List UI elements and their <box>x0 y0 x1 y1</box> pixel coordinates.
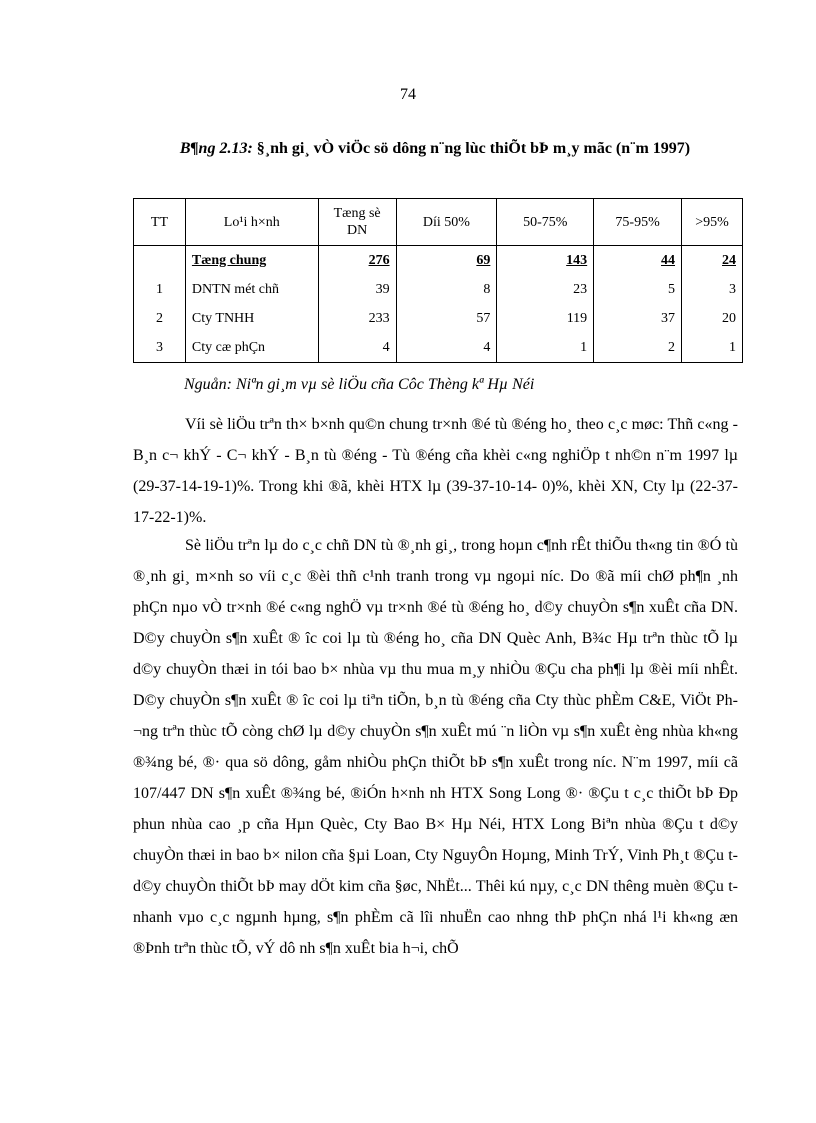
table-source-note: Nguån: Niªn gi¸m vµ sè liÖu cña Côc Thèng kª Hµ Néi <box>184 376 535 393</box>
cell-type <box>185 246 318 276</box>
cell-total <box>318 246 396 276</box>
cell-type: Cty TNHH <box>185 304 318 333</box>
table-title <box>90 140 780 158</box>
table-row <box>134 304 743 333</box>
capacity-usage-table <box>133 198 743 363</box>
cell-75-95: 37 <box>594 304 682 333</box>
header-total: Tæng sè DN <box>318 199 396 246</box>
total-label: Tæng chung <box>191 252 267 268</box>
page-number: 74 <box>400 86 416 103</box>
cell-type: Cty cæ phÇn <box>185 333 318 363</box>
cell-tt: 3 <box>134 333 186 363</box>
total-value: 276 <box>368 252 390 268</box>
header-tt: TT <box>134 199 186 246</box>
cell-50-75: 1 <box>497 333 594 363</box>
table-header-row <box>134 199 743 246</box>
table-total-row <box>134 246 743 276</box>
body-paragraph: Víi sè liÖu trªn th× b×nh qu©n chung tr×nh ®é tù ®éng ho¸ theo c¸c møc: Thñ c«ng - B¸n c¬ khÝ - C¬ khÝ - B¸n tù ®éng - Tù ®éng cña khèi c«ng nghiÖp t nh©n n¨m 1997 lµ (29-37-14-19-1)%. Trong khi ®ã, khèi HTX lµ (39-37-10-14- 0)%, khèi XN, Cty lµ (22-37-17-22-1)%. <box>133 416 738 526</box>
cell-total: 233 <box>318 304 396 333</box>
cell-type: DNTN mét chñ <box>185 275 318 304</box>
header-50-75: 50-75% <box>497 199 594 246</box>
header-above-95: >95% <box>682 199 743 246</box>
header-type: Lo¹i h×nh <box>185 199 318 246</box>
cell-tt: 2 <box>134 304 186 333</box>
cell-below-50: 57 <box>396 304 497 333</box>
cell-50-75: 23 <box>497 275 594 304</box>
table-row <box>134 333 743 363</box>
cell-75-95 <box>594 246 682 276</box>
cell-50-75 <box>497 246 594 276</box>
total-above-95: 24 <box>722 252 736 268</box>
total-75-95: 44 <box>661 252 676 268</box>
header-75-95: 75-95% <box>594 199 682 246</box>
cell-tt: 1 <box>134 275 186 304</box>
cell-75-95: 5 <box>594 275 682 304</box>
table-row <box>134 275 743 304</box>
cell-below-50: 8 <box>396 275 497 304</box>
header-below-50: Díi 50% <box>396 199 497 246</box>
cell-tt <box>134 246 186 276</box>
total-50-75: 143 <box>566 252 588 268</box>
cell-above-95: 1 <box>682 333 743 363</box>
cell-above-95 <box>682 246 743 276</box>
cell-total: 39 <box>318 275 396 304</box>
cell-below-50: 4 <box>396 333 497 363</box>
table-title-prefix: B¶ng 2.13: <box>179 140 253 157</box>
cell-below-50 <box>396 246 497 276</box>
cell-total: 4 <box>318 333 396 363</box>
cell-50-75: 119 <box>497 304 594 333</box>
cell-75-95: 2 <box>594 333 682 363</box>
cell-above-95: 20 <box>682 304 743 333</box>
total-below-50: 69 <box>476 252 491 268</box>
body-paragraph: Sè liÖu trªn lµ do c¸c chñ DN tù ®¸nh gi¸, trong hoµn c¶nh rÊt thiÕu th«ng tin ®Ó tù ®¸nh gi¸ m×nh so víi c¸c ®èi thñ c¹nh tranh trong vµ ngoµi níc. Do ®ã míi chØ ph¶n ¸nh phÇn nµo vÒ tr×nh ®é c«ng nghÖ vµ tr×nh ®é tù ®éng ho¸ d©y chuyÒn s¶n xuÊt cña DN. D©y chuyÒn s¶n xuÊt ® îc coi lµ tù ®éng ho¸ cña DN Quèc Anh, B¾c Hµ trªn thùc tÕ lµ d©y chuyÒn thæi in tói bao b× nhùa vµ thu mua m¸y nhiÒu ®Çu cha ph¶i lµ ®èi míi nhÊt. D©y chuyÒn s¶n xuÊt ® îc coi lµ tiªn tiÕn, b¸n tù ®éng cña Cty thùc phÈm C&E, ViÖt Ph¬ng trªn thùc tÕ còng chØ lµ d©y chuyÒn s¶n xuÊt mú ¨n liÒn vµ s¶n xuÊt èng nhùa kh«ng ®¾ng bé, ®· qua sö dông, gåm nhiÒu phÇn thiÕt bÞ s¶n xuÊt trong níc. N¨m 1997, míi cã 107/447 DN s¶n xuÊt ®¾ng bé, ®iÓn h×nh nh HTX Song Long ®· ®Çu t c¸c thiÕt bÞ Ðp phun nhùa cao ¸p cña Hµn Quèc, Cty Bao B× Hµ Néi, HTX Long Biªn nhùa ®Çu t d©y chuyÒn thæi in bao b× nilon cña §µi Loan, Cty NguyÔn Hoµng, Minh TrÝ, Vinh Ph¸t ®Çu t d©y chuyÒn thiÕt bÞ may dÖt kim cña §øc, NhËt... Thêi kú nµy, c¸c DN thêng muèn ®Çu t nhanh vµo c¸c ngµnh hµng, s¶n phÈm cã lîi nhuËn cao nhng thÞ phÇn nhá l¹i kh«ng æn ®Þnh trªn thùc tÕ, vÝ dô nh s¶n xuÊt bia h¬i, chÕ <box>133 537 738 957</box>
table-title-text: §¸nh gi¸ vÒ viÖc sö dông n¨ng lùc thiÕt bÞ m¸y mãc (n¨m 1997) <box>256 140 691 157</box>
cell-above-95: 3 <box>682 275 743 304</box>
